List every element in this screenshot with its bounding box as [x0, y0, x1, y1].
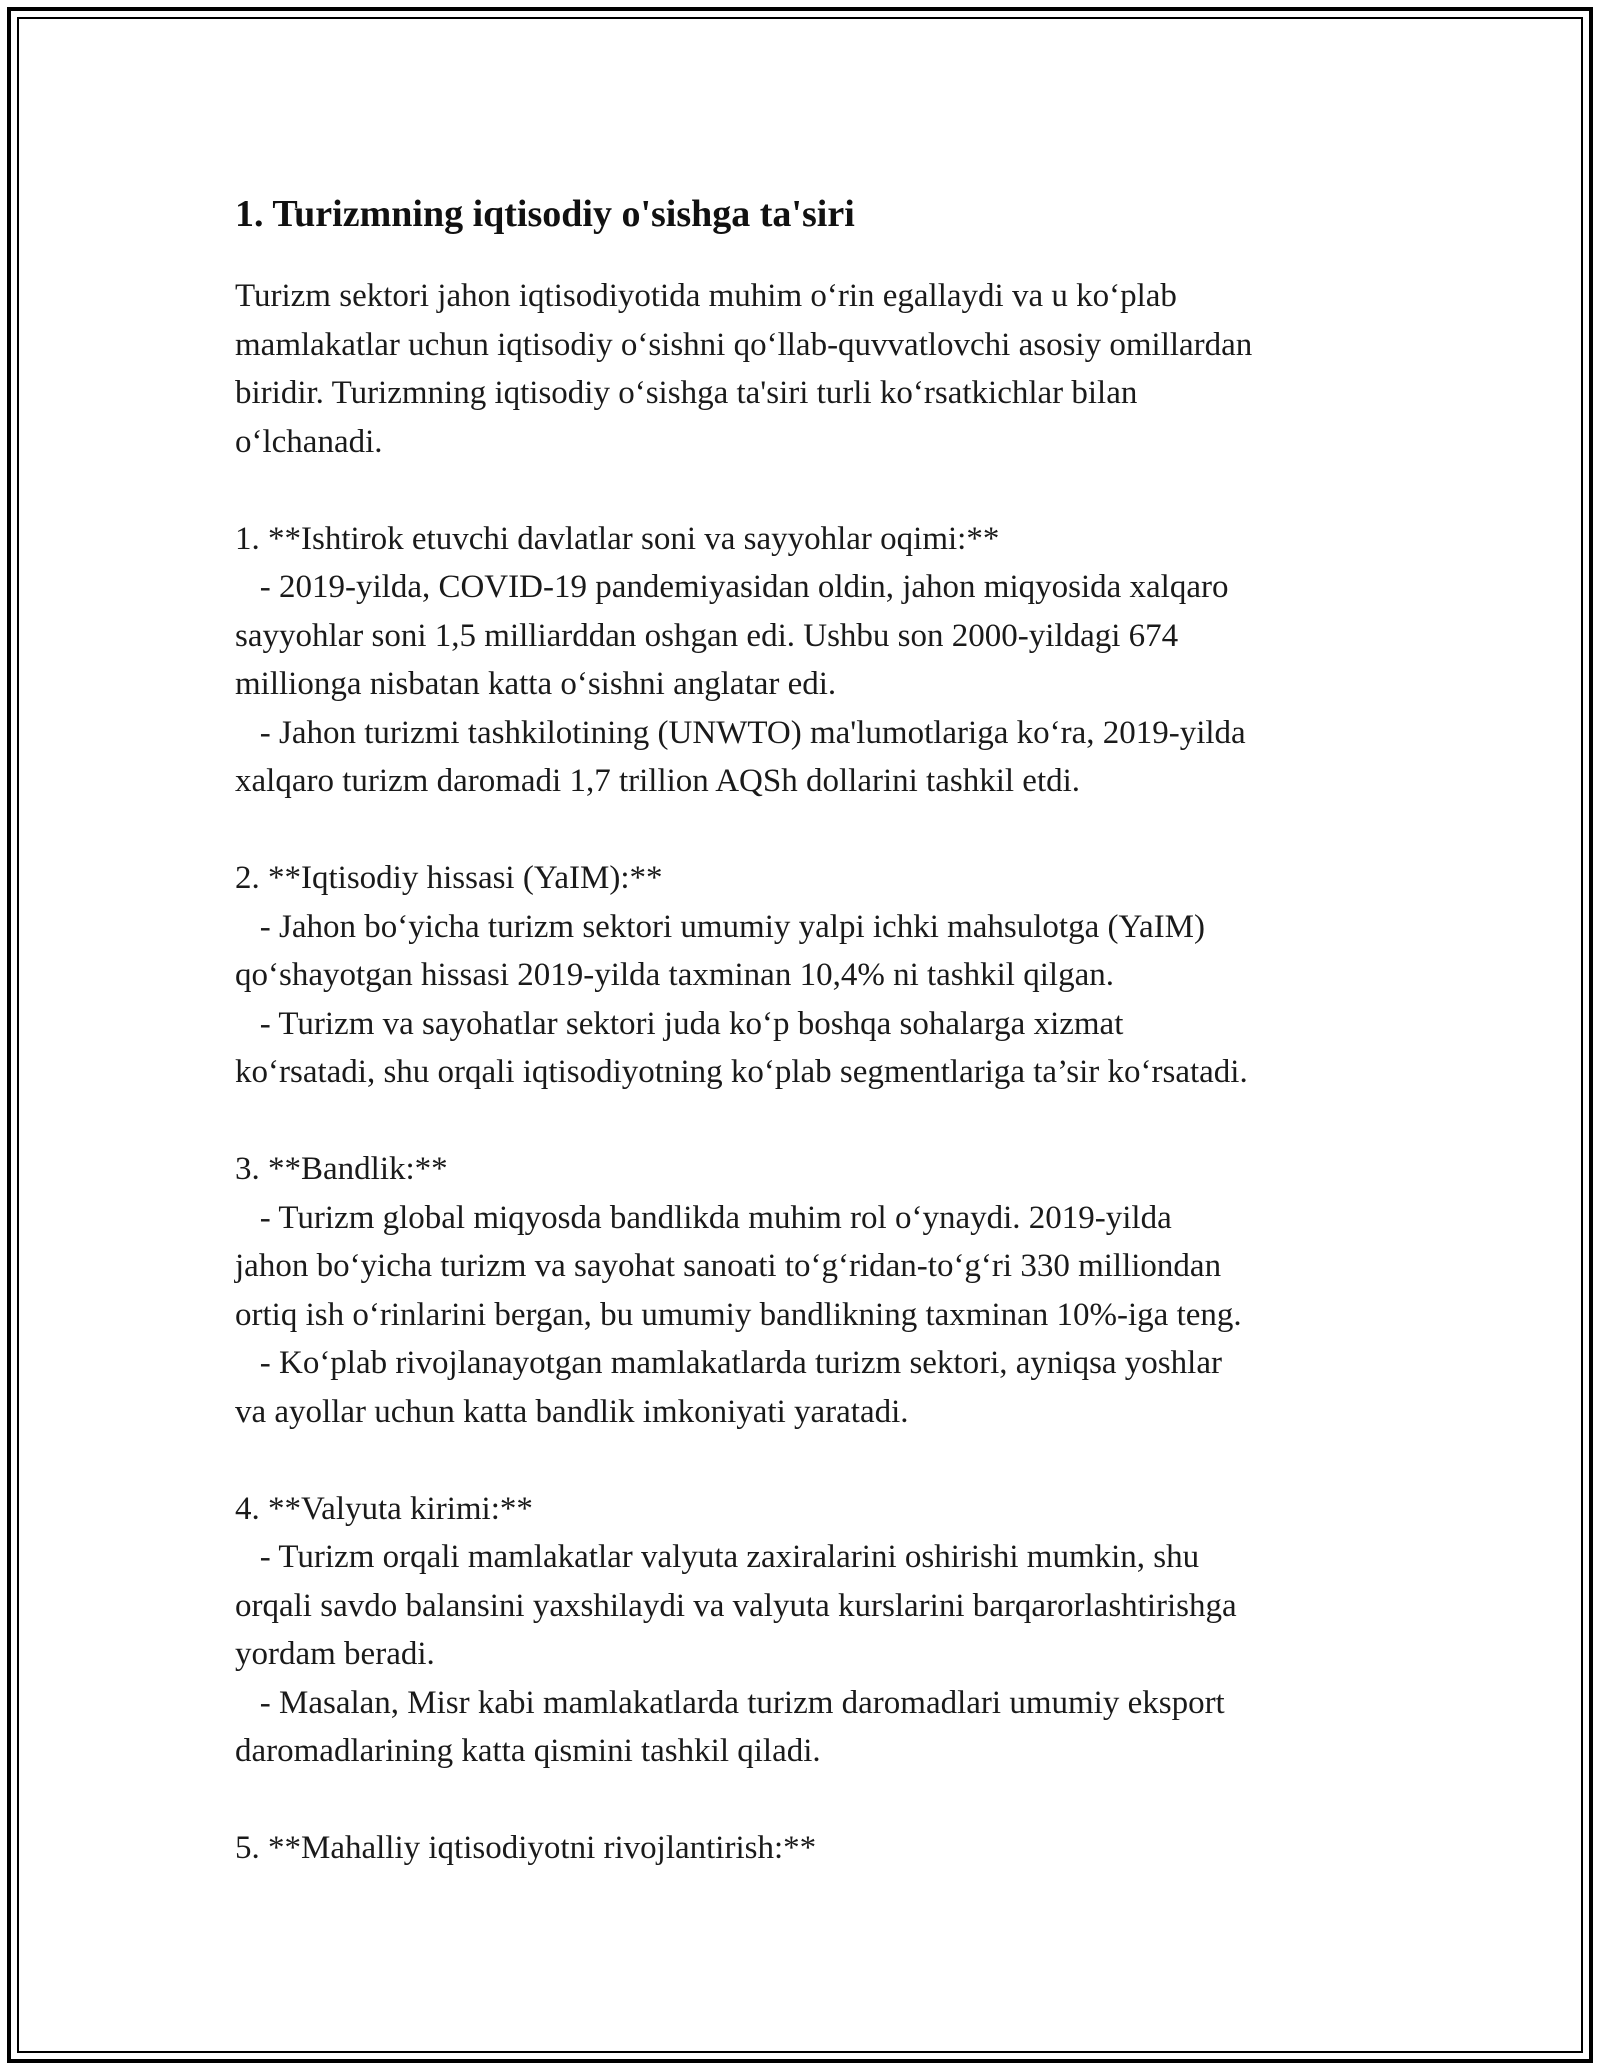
section-1 — [235, 515, 1385, 806]
paragraph-spacer — [235, 1097, 1385, 1146]
section-bullet: - 2019-yilda, COVID-19 pandemiyasidan oldin, jahon miqyosida xalqaro sayyohlar soni 1,5 milliarddan oshgan edi. Ushbu son 2000-yildagi 674 millionga nisbatan katta o‘sishni anglatar edi. — [235, 569, 1229, 702]
intro-paragraph: Turizm sektori jahon iqtisodiyotida muhim o‘rin egallaydi va u ko‘plab mamlakatlar uchun iqtisodiy o‘sishni qo‘llab-quvvatlovchi asosiy omillardan biridir. Turizmning iqtisodiy o‘sishga ta'siri turli ko‘rsatkichlar bilan o‘lchanadi. — [235, 278, 1253, 460]
paragraph-spacer — [235, 806, 1385, 855]
section-bullet: - Turizm global miqyosda bandlikda muhim rol o‘ynaydi. 2019-yilda jahon bo‘yicha turizm va sayohat sanoati to‘g‘ridan-to‘g‘ri 330 milliondan ortiq ish o‘rinlarini bergan, bu umumiy bandlikning taxminan 10%-iga teng. — [235, 1199, 1242, 1333]
section-bullet: - Jahon bo‘yicha turizm sektori umumiy yalpi ichki mahsulotga (YaIM) qo‘shayotgan hissasi 2019-yilda taxminan 10,4% ni tashkil qilgan. — [235, 908, 1205, 993]
section-4 — [235, 1485, 1385, 1776]
section-2 — [235, 854, 1385, 1097]
section-bullet: - Ko‘plab rivojlanayotgan mamlakatlarda turizm sektori, ayniqsa yoshlar va ayollar uchun katta bandlik imkoniyati yaratadi. — [235, 1345, 1222, 1430]
paragraph-spacer — [235, 466, 1385, 515]
section-heading: 3. **Bandlik:** — [235, 1151, 448, 1187]
section-heading: 2. **Iqtisodiy hissasi (YaIM):** — [235, 860, 663, 896]
section-heading: 5. **Mahalliy iqtisodiyotni rivojlantirish:** — [235, 1830, 817, 1866]
section-heading: 4. **Valyuta kirimi:** — [235, 1490, 533, 1527]
section-bullet: - Turizm orqali mamlakatlar valyuta zaxiralarini oshirishi mumkin, shu orqali savdo balansini yaxshilaydi va valyuta kurslarini barqarorlashtirishga yordam beradi. — [235, 1539, 1237, 1672]
section-bullet: - Masalan, Misr kabi mamlakatlarda turizm daromadlari umumiy eksport daromadlarining katta qismini tashkil qiladi. — [235, 1684, 1225, 1769]
section-bullet: - Turizm va sayohatlar sektori juda ko‘p boshqa sohalarga xizmat ko‘rsatadi, shu orqali iqtisodiyotning ko‘plab segmentlariga ta’sir ko‘rsatadi. — [235, 1005, 1248, 1090]
section-heading: 1. **Ishtirok etuvchi davlatlar soni va sayyohlar oqimi:** — [235, 520, 1000, 557]
document-title: 1. Turizmning iqtisodiy o'sishga ta'siri — [235, 193, 855, 235]
section-bullet: - Jahon turizmi tashkilotining (UNWTO) ma'lumotlariga ko‘ra, 2019-yilda xalqaro turizm daromadi 1,7 trillion AQSh dollarini tashkil etdi. — [235, 714, 1246, 799]
paragraph-spacer — [235, 1776, 1385, 1825]
document-body — [235, 182, 1385, 1873]
section-5 — [235, 1824, 1385, 1873]
paragraph-spacer — [235, 1436, 1385, 1485]
section-3 — [235, 1145, 1385, 1436]
